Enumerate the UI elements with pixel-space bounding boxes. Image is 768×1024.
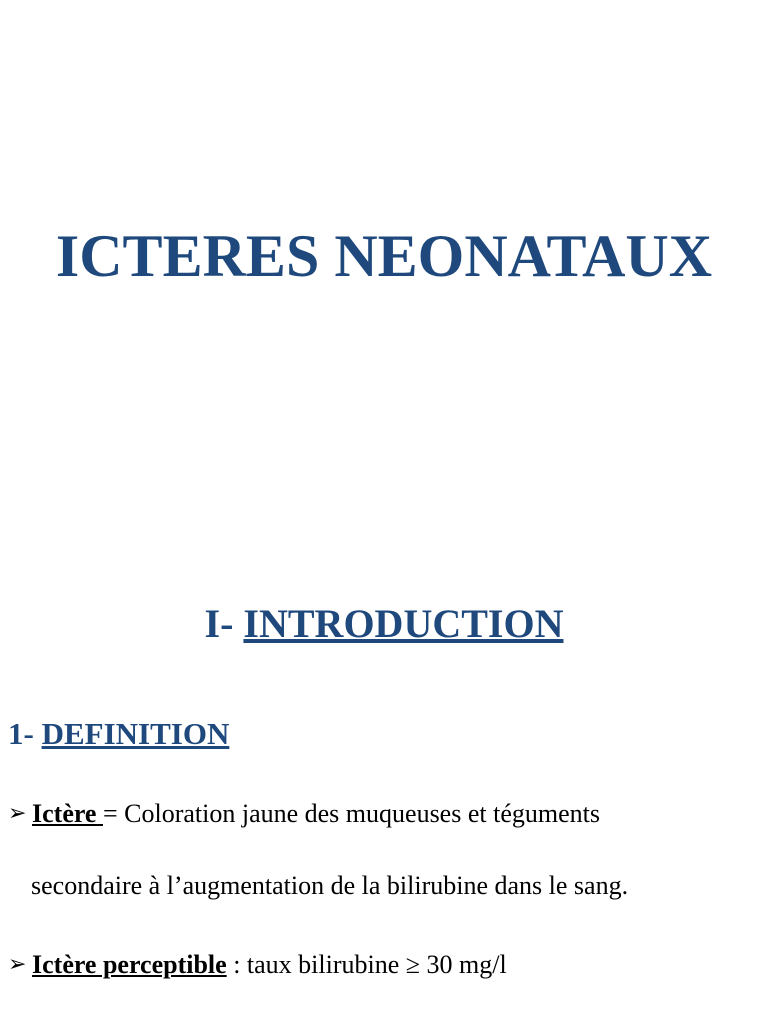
section-number: I- (204, 601, 244, 646)
bullet-text: = Coloration jaune des muqueuses et téguments (102, 799, 600, 828)
bullet-item-ictere-perceptible (8, 948, 507, 982)
subsection-heading-definition (8, 714, 229, 754)
subsection-number: 1- (8, 716, 42, 751)
bullet-item-ictere (8, 797, 600, 831)
section-heading-introduction (0, 600, 768, 648)
bullet-term: Ictère (32, 799, 103, 828)
bullet-continuation: secondaire à l’augmentation de la bilirubine dans le sang. (31, 871, 629, 900)
section-label: INTRODUCTION (243, 601, 564, 646)
arrow-bullet-icon: ➢ (8, 801, 27, 826)
bullet-text: : taux bilirubine ≥ 30 mg/l (226, 950, 507, 979)
document-title: ICTERES NEONATAUX (55, 223, 713, 289)
arrow-bullet-icon: ➢ (8, 952, 27, 977)
subsection-label: DEFINITION (41, 716, 230, 751)
bullet-term: Ictère perceptible (32, 950, 227, 979)
